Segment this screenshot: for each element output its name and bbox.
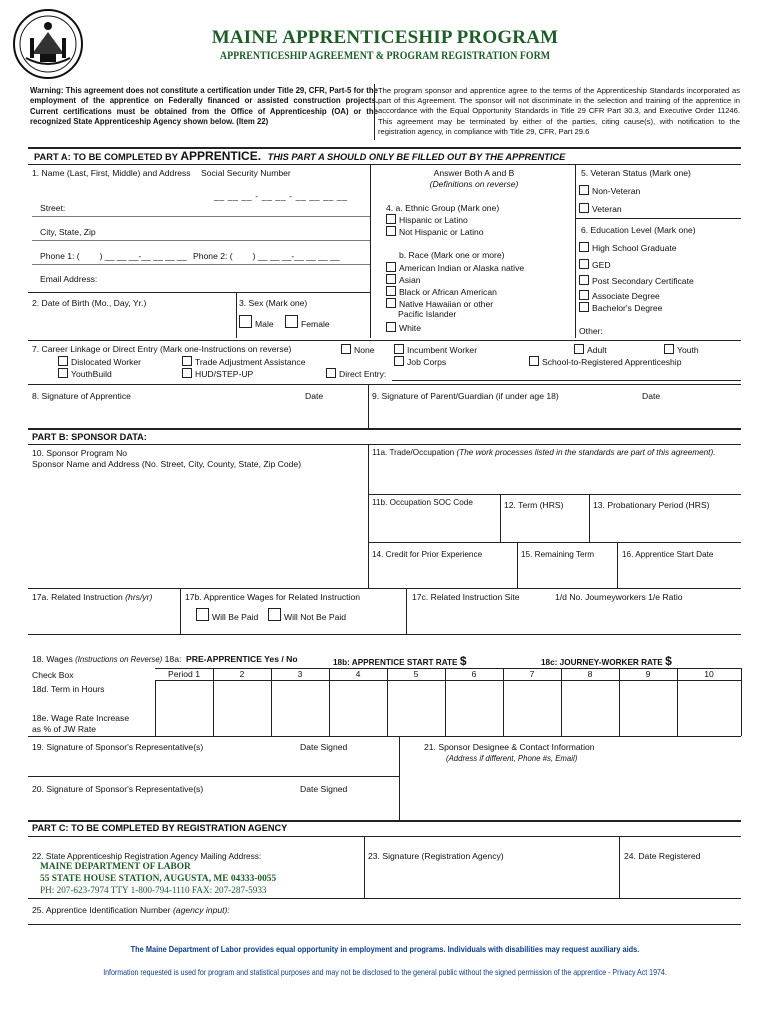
period-cell[interactable] bbox=[503, 681, 561, 736]
start-date-label: 16. Apprentice Start Date bbox=[622, 550, 714, 559]
apprentice-id-label: 25. Apprentice Identification Number (agency input): bbox=[32, 905, 230, 915]
form-subtitle: APPRENTICESHIP AGREEMENT & PROGRAM REGISTRATION FORM bbox=[219, 50, 551, 62]
designee-note: (Address if different, Phone #s, Email) bbox=[446, 754, 578, 763]
date-registered-label: 24. Date Registered bbox=[624, 851, 701, 861]
dob-label: 2. Date of Birth (Mo., Day, Yr.) bbox=[32, 298, 147, 308]
journeyworker-ratio-label: 1/d No. Journeyworkers 1/e Ratio bbox=[555, 592, 683, 602]
ssn-field[interactable]: __ __ __ - __ __ - __ __ __ __ bbox=[214, 191, 348, 201]
checkbox[interactable] bbox=[196, 608, 209, 621]
ssn-label: Social Security Number bbox=[201, 168, 291, 178]
race-pacific: Pacific Islander bbox=[398, 309, 457, 319]
career-direct[interactable]: Direct Entry: bbox=[326, 368, 386, 380]
veteran-label: 5. Veteran Status (Mark one) bbox=[581, 168, 691, 178]
checkbox[interactable] bbox=[341, 344, 351, 354]
checkbox[interactable] bbox=[182, 368, 192, 378]
period-cell[interactable] bbox=[387, 681, 445, 736]
period-label: 7 bbox=[529, 669, 535, 679]
checkbox[interactable] bbox=[394, 344, 404, 354]
will-be-paid[interactable]: Will Be Paid bbox=[196, 608, 258, 623]
checkbox[interactable] bbox=[579, 275, 589, 285]
career-trade[interactable]: Trade Adjustment Assistance bbox=[182, 356, 306, 368]
period-label: 9 bbox=[645, 669, 651, 679]
career-jobcorps[interactable]: Job Corps bbox=[394, 356, 446, 368]
sex-female[interactable]: Female bbox=[285, 315, 330, 330]
name-address-label: 1. Name (Last, First, Middle) and Address bbox=[32, 168, 191, 178]
terms-text: The program sponsor and apprentice agree to the terms of the Apprenticeship Standards incorporated as part of this Agreement. The sponsor will not discriminate in the selection and training of the apprentice in accordance with the Equal Opportunity Standards in Title 29 CFR Part 30.3, and Executive Order 11246. This agreement may be terminated by either of the parties, citing cause(s), with notification to the registration agency, in compliance with Title 29, CFR, Part 29.6 bbox=[378, 86, 740, 136]
veteran-yes[interactable]: Veteran bbox=[579, 203, 622, 215]
email-label: Email Address: bbox=[40, 274, 98, 284]
checkbox[interactable] bbox=[386, 214, 396, 224]
ethnic-not-hispanic[interactable]: Not Hispanic or Latino bbox=[386, 226, 484, 238]
period-cell[interactable] bbox=[213, 681, 271, 736]
edu-bachelor[interactable]: Bachelor's Degree bbox=[579, 302, 662, 314]
period-label: 10 bbox=[704, 669, 714, 679]
period-label: 6 bbox=[471, 669, 477, 679]
date-signed-19: Date Signed bbox=[300, 742, 348, 752]
edu-ged[interactable]: GED bbox=[579, 259, 611, 271]
checkbox[interactable] bbox=[579, 302, 589, 312]
veteran-non[interactable]: Non-Veteran bbox=[579, 185, 640, 197]
period-cell[interactable] bbox=[155, 681, 213, 736]
checkbox[interactable] bbox=[579, 185, 589, 195]
career-school[interactable]: School-to-Registered Apprenticeship bbox=[529, 356, 682, 368]
period-label: 8 bbox=[587, 669, 593, 679]
date-signed-20: Date Signed bbox=[300, 784, 348, 794]
answer-both: Answer Both A and B bbox=[433, 168, 515, 178]
checkbox[interactable] bbox=[386, 226, 396, 236]
sex-male[interactable]: Male bbox=[239, 315, 274, 330]
edu-associate[interactable]: Associate Degree bbox=[579, 290, 660, 302]
city-label: City, State, Zip bbox=[40, 227, 96, 237]
edu-hs[interactable]: High School Graduate bbox=[579, 242, 677, 254]
period-label: 4 bbox=[355, 669, 361, 679]
checkbox[interactable] bbox=[182, 356, 192, 366]
checkbox[interactable] bbox=[285, 315, 298, 328]
period-cell[interactable] bbox=[619, 681, 677, 736]
trade-label: 11a. Trade/Occupation (The work processes listed in the standards are part of this agreement). bbox=[372, 448, 716, 457]
related-instruction-label: 17a. Related Instruction (hrs/yr) bbox=[32, 592, 153, 602]
race-white[interactable]: White bbox=[386, 322, 421, 334]
form-title: MAINE APPRENTICESHIP PROGRAM bbox=[211, 27, 559, 48]
edu-postsec[interactable]: Post Secondary Certificate bbox=[579, 275, 694, 287]
sponsor-name-label: Sponsor Name and Address (No. Street, City, County, State, Zip Code) bbox=[32, 459, 302, 469]
checkbox[interactable] bbox=[394, 356, 404, 366]
part-b-heading: PART B: SPONSOR DATA: bbox=[32, 432, 147, 442]
probation-label: 13. Probationary Period (HRS) bbox=[593, 500, 710, 510]
career-label: 7. Career Linkage or Direct Entry (Mark one-Instructions on reverse) bbox=[32, 344, 292, 354]
education-label: 6. Education Level (Mark one) bbox=[581, 225, 696, 235]
checkbox[interactable] bbox=[268, 608, 281, 621]
edu-other-label: Other: bbox=[579, 326, 603, 336]
ethnic-label: 4. a. Ethnic Group (Mark one) bbox=[386, 203, 500, 213]
checkbox[interactable] bbox=[579, 259, 589, 269]
designee-label: 21. Sponsor Designee & Contact Information bbox=[424, 742, 595, 752]
check-box-label: Check Box bbox=[32, 670, 74, 680]
part-a-heading: PART A: TO BE COMPLETED BY APPRENTICE. THIS PART A SHOULD ONLY BE FILLED OUT BY THE APPRENTICE bbox=[34, 149, 566, 163]
career-youthbuild[interactable]: YouthBuild bbox=[58, 368, 112, 380]
checkbox[interactable] bbox=[58, 356, 68, 366]
agency-name: MAINE DEPARTMENT OF LABOR bbox=[40, 862, 191, 872]
wage-increase-label-1: 18e. Wage Rate Increase bbox=[32, 713, 130, 723]
term-label: 12. Term (HRS) bbox=[504, 500, 564, 510]
eeo-statement: The Maine Department of Labor provides equal opportunity in employment and programs. Individuals with disabilities may request auxiliary aids. bbox=[130, 944, 640, 954]
checkbox[interactable] bbox=[529, 356, 539, 366]
checkbox[interactable] bbox=[579, 203, 589, 213]
period-label: 2 bbox=[239, 669, 245, 679]
apprentice-date-label: Date bbox=[305, 391, 324, 401]
career-hud[interactable]: HUD/STEP-UP bbox=[182, 368, 253, 380]
period-label: 3 bbox=[297, 669, 303, 679]
race-asian[interactable]: Asian bbox=[386, 274, 421, 286]
checkbox[interactable] bbox=[326, 368, 336, 378]
career-dislocated[interactable]: Dislocated Worker bbox=[58, 356, 141, 368]
race-black[interactable]: Black or African American bbox=[386, 286, 497, 298]
checkbox[interactable] bbox=[386, 286, 396, 296]
wages-related-label: 17b. Apprentice Wages for Related Instruction bbox=[185, 592, 360, 602]
definitions-note: (Definitions on reverse) bbox=[429, 179, 519, 189]
parent-date-label: Date bbox=[642, 391, 661, 401]
sponsor-sig19-label: 19. Signature of Sponsor's Representative(s) bbox=[32, 742, 204, 752]
soc-label: 11b. Occupation SOC Code bbox=[372, 498, 473, 507]
term-hours-label: 18d. Term in Hours bbox=[32, 684, 105, 694]
part-c-heading: PART C: TO BE COMPLETED BY REGISTRATION AGENCY bbox=[32, 823, 288, 833]
agency-phone: PH: 207-623-7974 TTY 1-800-794-1110 FAX: 207-287-5933 bbox=[40, 885, 267, 895]
wage-increase-label-2: as % of JW Rate bbox=[32, 724, 96, 734]
period-cell[interactable] bbox=[329, 681, 387, 736]
phone2-label: Phone 2: ( ) __ __ __-__ __ __ __ bbox=[193, 251, 340, 261]
checkbox[interactable] bbox=[239, 315, 252, 328]
period-cell[interactable] bbox=[271, 681, 329, 736]
race-indian[interactable]: American Indian or Alaska native bbox=[386, 262, 524, 274]
period-label: Period 1 bbox=[167, 669, 200, 679]
remaining-label: 15. Remaining Term bbox=[521, 550, 595, 559]
checkbox[interactable] bbox=[58, 368, 68, 378]
checkbox[interactable] bbox=[386, 322, 396, 332]
period-label: 5 bbox=[413, 669, 419, 679]
period-col-line bbox=[741, 668, 742, 736]
career-adult[interactable]: Adult bbox=[574, 344, 607, 356]
instruction-site-label: 17c. Related Instruction Site bbox=[412, 592, 520, 602]
phone1-label: Phone 1: ( ) __ __ __-__ __ __ __ bbox=[40, 251, 187, 261]
checkbox[interactable] bbox=[386, 298, 396, 308]
phone1-field[interactable]: ) __ __ __-__ __ __ __ bbox=[99, 251, 187, 261]
career-incumbent[interactable]: Incumbent Worker bbox=[394, 344, 477, 356]
career-none[interactable]: None bbox=[341, 344, 375, 356]
wages-label: 18. Wages (Instructions on Reverse) 18a: bbox=[32, 654, 182, 664]
race-label: b. Race (Mark one or more) bbox=[399, 250, 505, 260]
credit-label: 14. Credit for Prior Experience bbox=[372, 550, 483, 559]
checkbox[interactable] bbox=[386, 262, 396, 272]
apprentice-signature-label: 8. Signature of Apprentice bbox=[32, 391, 131, 401]
checkbox[interactable] bbox=[386, 274, 396, 284]
sponsor-no-label: 10. Sponsor Program No bbox=[32, 448, 128, 458]
sex-label: 3. Sex (Mark one) bbox=[239, 298, 308, 308]
will-not-be-paid[interactable]: Will Not Be Paid bbox=[268, 608, 346, 623]
agency-signature-label: 23. Signature (Registration Agency) bbox=[368, 851, 504, 861]
street-label: Street: bbox=[40, 203, 66, 213]
period-cell[interactable] bbox=[561, 681, 619, 736]
checkbox[interactable] bbox=[579, 290, 589, 300]
journeyworker-rate: 18c: JOURNEY-WORKER RATE $ bbox=[541, 654, 672, 668]
sponsor-sig20-label: 20. Signature of Sponsor's Representative(s) bbox=[32, 784, 204, 794]
checkbox[interactable] bbox=[579, 242, 589, 252]
agency-address: 55 STATE HOUSE STATION, AUGUSTA, ME 04333-0055 bbox=[40, 874, 277, 884]
mailing-address-label: 22. State Apprenticeship Registration Agency Mailing Address: bbox=[32, 851, 262, 861]
apprentice-start-rate: 18b: APPRENTICE START RATE $ bbox=[333, 654, 467, 668]
career-youth[interactable]: Youth bbox=[664, 344, 699, 356]
period-cell[interactable] bbox=[677, 681, 741, 736]
privacy-statement: Information requested is used for program and statistical purposes and may not be disclosed to the general public without the signed permission of the apprentice - Privacy Act 1974. bbox=[103, 968, 667, 977]
pre-apprentice-label: PRE-APPRENTICE Yes / No bbox=[186, 654, 298, 664]
warning-text: Warning: This agreement does not constitute a certification under Title 29, CFR, Part-5 for the employment of the apprentice on Federally financed or assisted construction projects. Current certifications must be obtained from the Office of Apprenticeship (OA) or the recognized State Apprenticeship Agency shown below. (Item 22) bbox=[30, 86, 378, 127]
period-grid bbox=[155, 668, 741, 736]
checkbox[interactable] bbox=[664, 344, 674, 354]
phone2-field[interactable]: ) __ __ __-__ __ __ __ bbox=[252, 251, 340, 261]
race-hawaiian[interactable]: Native Hawaiian or other bbox=[386, 298, 493, 310]
checkbox[interactable] bbox=[574, 344, 584, 354]
parent-signature-label: 9. Signature of Parent/Guardian (if under age 18) bbox=[372, 391, 559, 401]
ethnic-hispanic[interactable]: Hispanic or Latino bbox=[386, 214, 468, 226]
intro-divider bbox=[374, 84, 375, 140]
period-cell[interactable] bbox=[445, 681, 503, 736]
